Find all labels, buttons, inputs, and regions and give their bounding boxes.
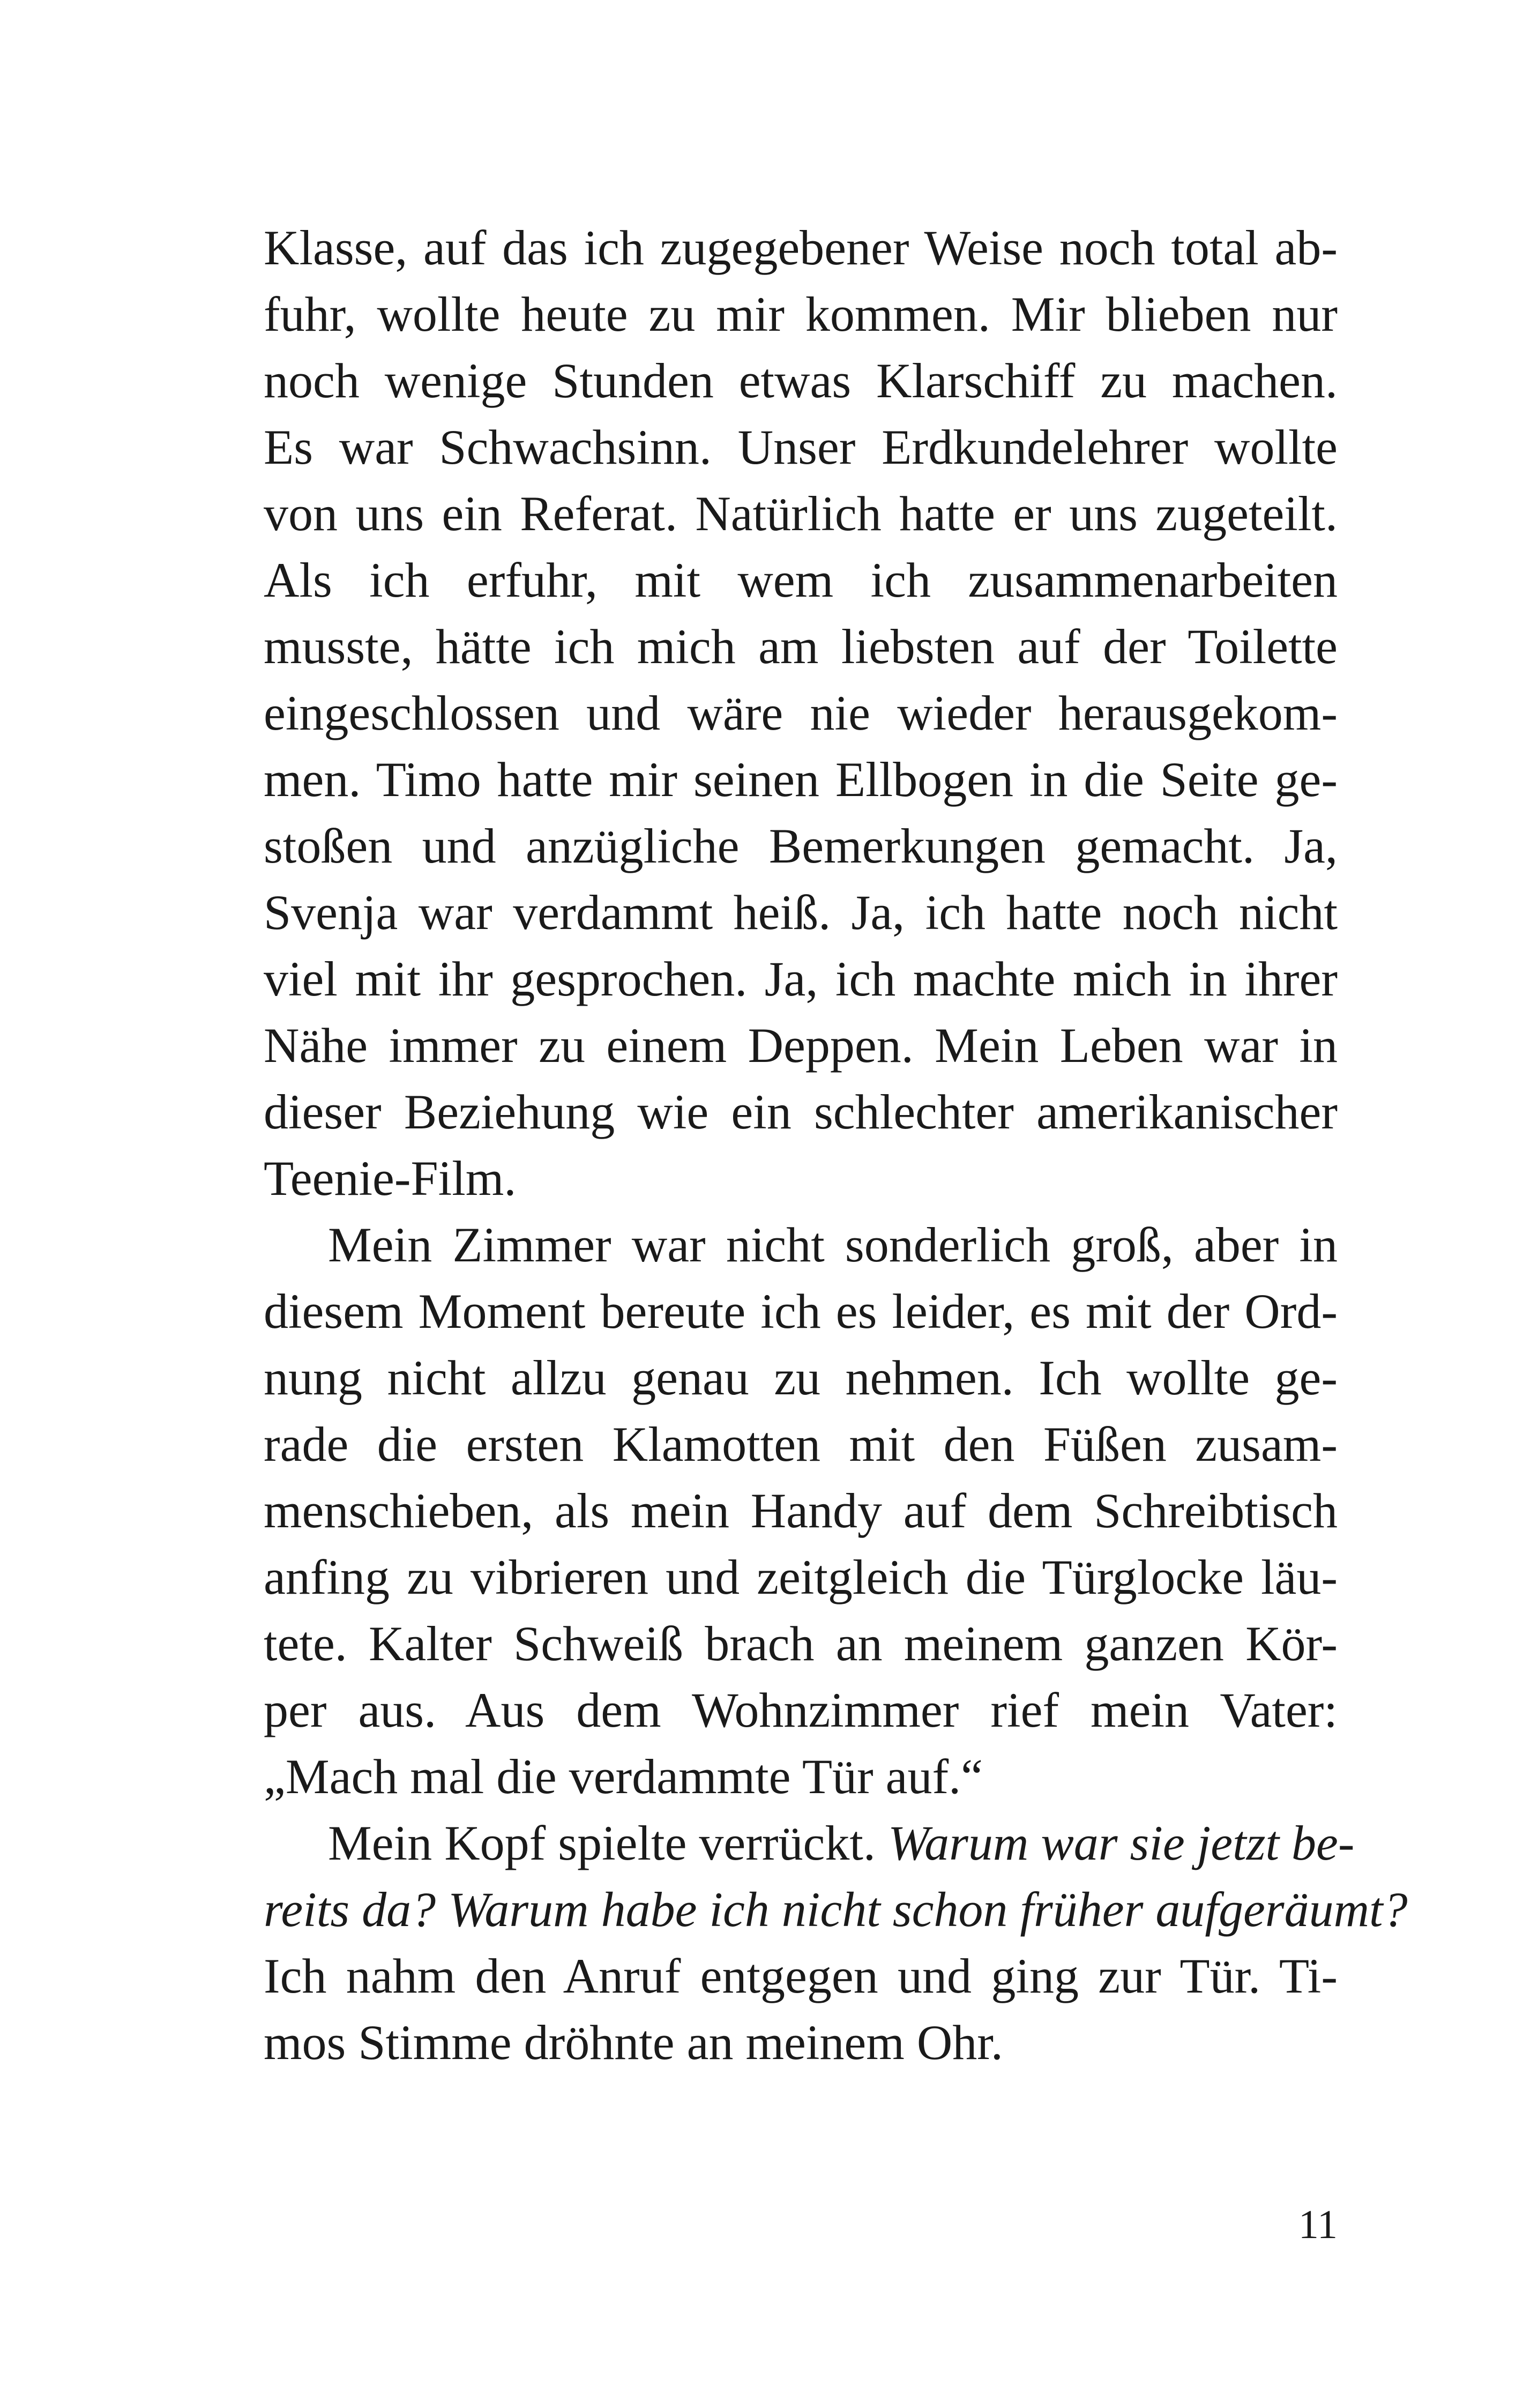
text-line: Svenja war verdammt heiß. Ja, ich hatte noch nicht bbox=[264, 885, 1338, 940]
text-line: per aus. Aus dem Wohnzimmer rief mein Vater: bbox=[264, 1683, 1338, 1737]
text-line-italic bbox=[264, 1876, 1408, 1943]
text-line: diesem Moment bereute ich es leider, es mit der Ord- bbox=[264, 1284, 1338, 1339]
text-line: viel mit ihr gesprochen. Ja, ich machte mich in ihrer bbox=[264, 952, 1338, 1006]
text-line: rade die ersten Klamotten mit den Füßen zusam- bbox=[264, 1417, 1338, 1471]
text-line: Nähe immer zu einem Deppen. Mein Leben war in bbox=[264, 1018, 1338, 1073]
text-line: men. Timo hatte mir seinen Ellbogen in die Seite ge- bbox=[264, 752, 1338, 807]
text-line: eingeschlossen und wäre nie wieder herausgekom- bbox=[264, 686, 1338, 740]
page-number: 11 bbox=[1298, 2202, 1338, 2247]
text-line: fuhr, wollte heute zu mir kommen. Mir blieben nur bbox=[264, 287, 1338, 341]
text-line: noch wenige Stunden etwas Klarschiff zu machen. bbox=[264, 353, 1338, 408]
text-line: Ich nahm den Anruf entgegen und ging zur Tür. Ti- bbox=[264, 1949, 1338, 2003]
text-line: dieser Beziehung wie ein schlechter amerikanischer bbox=[264, 1084, 1338, 1139]
body-text bbox=[264, 214, 1408, 2076]
text-line: Es war Schwachsinn. Unser Erdkundelehrer wollte bbox=[264, 420, 1338, 474]
paragraph-first-line bbox=[264, 1810, 1355, 1876]
text-line: stoßen und anzügliche Bemerkungen gemacht. Ja, bbox=[264, 819, 1338, 873]
text-line: „Mach mal die verdammte Tür auf.“ bbox=[264, 1749, 983, 1804]
text-line: Klasse, auf das ich zugegebener Weise noch total ab- bbox=[264, 220, 1338, 275]
text-line: Teenie-Film. bbox=[264, 1151, 517, 1206]
line-text-italic: Warum war sie jetzt be- bbox=[887, 1816, 1355, 1870]
text-line: anfing zu vibrieren und zeitgleich die Türglocke läu- bbox=[264, 1550, 1338, 1604]
text-line: nung nicht allzu genau zu nehmen. Ich wollte ge- bbox=[264, 1350, 1338, 1405]
text-line: musste, hätte ich mich am liebsten auf der Toilette bbox=[264, 619, 1338, 674]
text-line: menschieben, als mein Handy auf dem Schreibtisch bbox=[264, 1483, 1338, 1538]
text-line: Als ich erfuhr, mit wem ich zusammenarbeiten bbox=[264, 553, 1338, 607]
paragraph-first-line: Mein Zimmer war nicht sonderlich groß, aber in bbox=[328, 1217, 1338, 1272]
text-line: von uns ein Referat. Natürlich hatte er uns zugeteilt. bbox=[264, 486, 1338, 541]
line-text-regular: Mein Kopf spielte verrückt. bbox=[328, 1816, 888, 1870]
line-text-italic: reits da? Warum habe ich nicht schon früher aufgeräumt? bbox=[264, 1882, 1408, 1937]
text-line: tete. Kalter Schweiß brach an meinem ganzen Kör- bbox=[264, 1616, 1338, 1671]
text-line: mos Stimme dröhnte an meinem Ohr. bbox=[264, 2015, 1003, 2070]
